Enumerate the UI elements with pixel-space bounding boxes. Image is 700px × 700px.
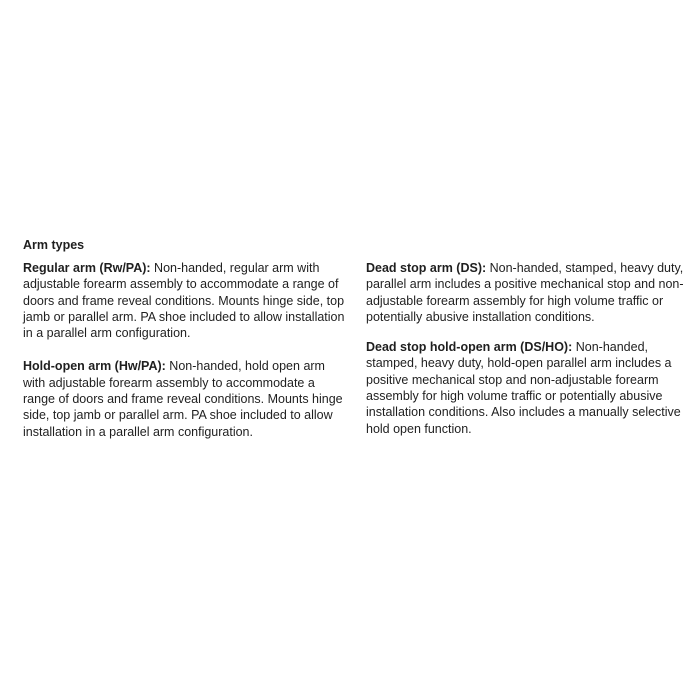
arm-type-term: Regular arm (Rw/PA): [23,261,151,275]
arm-type-term: Dead stop arm (DS): [366,261,487,275]
section-heading: Arm types [23,238,85,252]
arm-type-description: Non-handed, stamped, heavy duty, parallel arm includes a positive mechanical stop and non-adjustable forearm assembly for high volume traffic or potentially abusive installation conditions. [366,261,684,324]
right-column [366,260,684,437]
arm-type-term: Hold-open arm (Hw/PA): [23,359,166,374]
arm-type-regular [23,260,348,341]
arm-type-term: Dead stop hold-open arm (DS/HO): [366,340,573,355]
arm-type-description: Non-handed, stamped, heavy duty, hold-open parallel arm includes a positive mechanical stop and non-adjustable forearm assembly for high volume traffic or potentially abusive installation conditions. Also includes a manually selective hold open function. [366,340,681,436]
arm-type-description: Non-handed, hold open arm with adjustable forearm assembly to accommodate a range of doors and frame reveal conditions. Mounts hinge side, top jamb or parallel arm. PA shoe included to allow installation in a parallel arm configuration. [23,359,343,439]
arm-type-hold-open [23,358,348,439]
arm-type-dead-stop-hold-open [366,339,684,437]
arm-type-dead-stop [366,260,684,325]
left-column [23,260,348,440]
arm-type-description: Non-handed, regular arm with adjustable forearm assembly to accommodate a range of doors and frame reveal conditions. Mounts hinge side, top jamb or parallel arm. PA shoe included to allow installation in a parallel arm configuration. [23,261,345,341]
